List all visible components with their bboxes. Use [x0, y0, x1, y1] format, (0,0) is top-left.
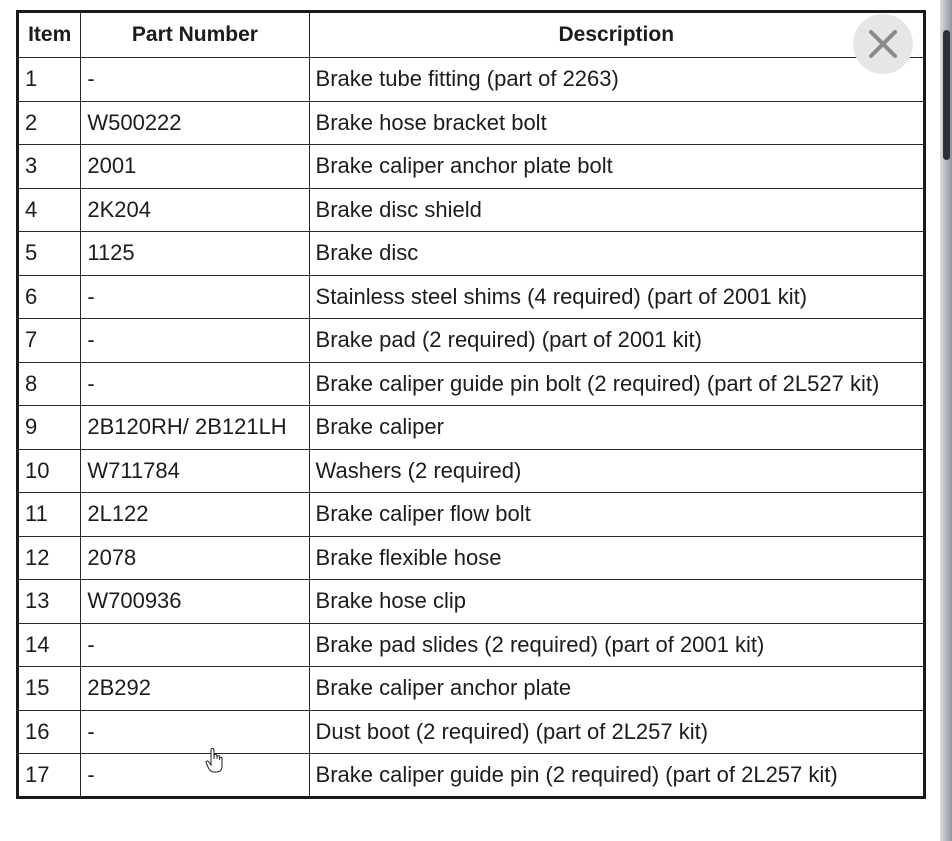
cell-description: Brake caliper guide pin (2 required) (part of 2L257 kit) — [309, 754, 924, 798]
cell-part-number: W711784 — [81, 449, 309, 493]
cell-description: Stainless steel shims (4 required) (part of 2001 kit) — [309, 275, 924, 319]
cell-item: 3 — [18, 145, 81, 189]
table-header-row — [18, 12, 925, 58]
table-row — [18, 362, 925, 406]
column-header-description: Description — [309, 12, 924, 58]
cell-part-number: - — [81, 754, 309, 798]
cell-description: Brake caliper anchor plate bolt — [309, 145, 924, 189]
cell-part-number: W500222 — [81, 101, 309, 145]
cell-item: 2 — [18, 101, 81, 145]
parts-table-container — [16, 10, 926, 799]
hand-pointer-icon — [205, 748, 225, 774]
close-icon — [868, 29, 898, 59]
cell-item: 11 — [18, 493, 81, 537]
cell-description: Brake caliper flow bolt — [309, 493, 924, 537]
table-row — [18, 493, 925, 537]
table-row — [18, 232, 925, 276]
table-row — [18, 275, 925, 319]
cell-part-number: 2078 — [81, 536, 309, 580]
table-row — [18, 406, 925, 450]
parts-table — [16, 10, 926, 799]
cell-item: 6 — [18, 275, 81, 319]
column-header-item: Item — [18, 12, 81, 58]
cell-item: 15 — [18, 667, 81, 711]
cell-description: Brake hose bracket bolt — [309, 101, 924, 145]
table-row — [18, 667, 925, 711]
cell-description: Brake pad slides (2 required) (part of 2001 kit) — [309, 623, 924, 667]
cell-description: Brake caliper guide pin bolt (2 required) (part of 2L527 kit) — [309, 362, 924, 406]
cell-description: Dust boot (2 required) (part of 2L257 kit) — [309, 710, 924, 754]
cell-description: Brake caliper anchor plate — [309, 667, 924, 711]
scrollbar-thumb[interactable] — [943, 30, 950, 160]
table-row — [18, 58, 925, 102]
table-row — [18, 580, 925, 624]
cell-item: 7 — [18, 319, 81, 363]
cell-description: Brake hose clip — [309, 580, 924, 624]
table-row — [18, 623, 925, 667]
cell-part-number: 2B292 — [81, 667, 309, 711]
cell-part-number: - — [81, 275, 309, 319]
table-row — [18, 536, 925, 580]
cell-part-number: - — [81, 58, 309, 102]
cell-part-number: W700936 — [81, 580, 309, 624]
cell-item: 1 — [18, 58, 81, 102]
cell-item: 13 — [18, 580, 81, 624]
cell-part-number: - — [81, 623, 309, 667]
cell-item: 14 — [18, 623, 81, 667]
cell-item: 12 — [18, 536, 81, 580]
table-row — [18, 188, 925, 232]
cell-item: 5 — [18, 232, 81, 276]
cell-item: 4 — [18, 188, 81, 232]
close-button[interactable] — [853, 14, 913, 74]
cell-description: Washers (2 required) — [309, 449, 924, 493]
cell-description: Brake flexible hose — [309, 536, 924, 580]
cell-part-number: 2B120RH/ 2B121LH — [81, 406, 309, 450]
cell-part-number: 2001 — [81, 145, 309, 189]
table-row — [18, 101, 925, 145]
cell-item: 8 — [18, 362, 81, 406]
cell-part-number: 2L122 — [81, 493, 309, 537]
table-row — [18, 145, 925, 189]
table-row — [18, 754, 925, 798]
cell-description: Brake disc shield — [309, 188, 924, 232]
cell-part-number: - — [81, 319, 309, 363]
cell-part-number: 1125 — [81, 232, 309, 276]
table-row — [18, 449, 925, 493]
cell-description: Brake disc — [309, 232, 924, 276]
cell-item: 9 — [18, 406, 81, 450]
table-row — [18, 319, 925, 363]
table-row — [18, 710, 925, 754]
cell-description: Brake pad (2 required) (part of 2001 kit) — [309, 319, 924, 363]
cell-description: Brake caliper — [309, 406, 924, 450]
cell-part-number: 2K204 — [81, 188, 309, 232]
cell-item: 10 — [18, 449, 81, 493]
cell-description: Brake tube fitting (part of 2263) — [309, 58, 924, 102]
cell-item: 17 — [18, 754, 81, 798]
cell-part-number: - — [81, 362, 309, 406]
cell-part-number: - — [81, 710, 309, 754]
cell-item: 16 — [18, 710, 81, 754]
column-header-part-number: Part Number — [81, 12, 309, 58]
